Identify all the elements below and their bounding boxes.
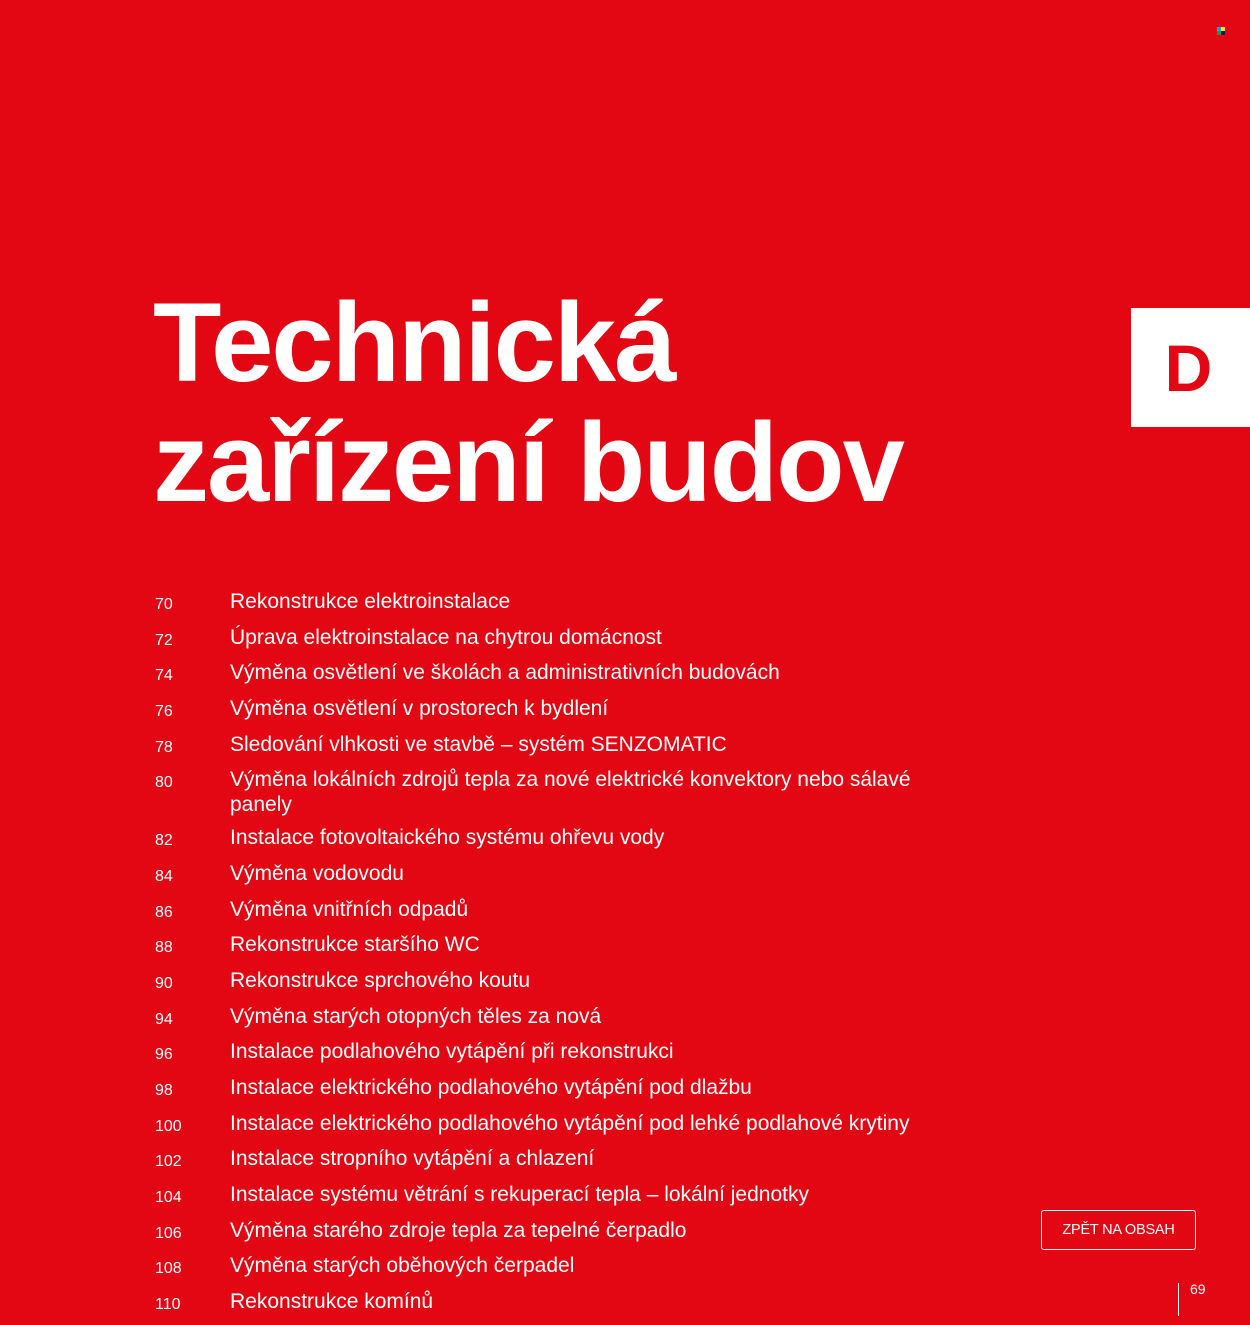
toc-item[interactable] (155, 968, 955, 996)
toc-page-number: 80 (155, 774, 173, 792)
toc-page-number: 72 (155, 631, 173, 649)
page-title-line-2: zařízení budov (153, 400, 903, 525)
toc-page-number: 108 (155, 1260, 182, 1278)
toc-item-title: Výměna starého zdroje tepla za tepelné čerpadlo (230, 1218, 687, 1242)
toc-page-number: 94 (155, 1010, 173, 1028)
toc-page-number: 98 (155, 1081, 173, 1099)
back-to-contents-button[interactable]: ZPĚT NA OBSAH (1041, 1210, 1196, 1250)
toc-item-title: Rekonstrukce komínů (230, 1290, 434, 1314)
toc-item-title: Výměna osvětlení v prostorech k bydlení (230, 697, 609, 721)
toc-item-title: Instalace elektrického podlahového vytápění pod dlažbu (230, 1075, 752, 1099)
toc-item-title: Sledování vlhkosti ve stavbě – systém SENZOMATIC (230, 732, 727, 756)
toc-page-number: 106 (155, 1224, 182, 1242)
toc-item-title: Výměna vnitřních odpadů (230, 897, 469, 921)
toc-item[interactable] (155, 1004, 955, 1032)
toc-item[interactable] (155, 625, 955, 653)
toc-page-number: 88 (155, 939, 173, 957)
toc-item[interactable] (155, 1075, 955, 1103)
toc-item[interactable] (155, 767, 955, 817)
toc-item-title: Instalace systému větrání s rekuperací tepla – lokální jednotky (230, 1183, 809, 1206)
toc-page-number: 96 (155, 1046, 173, 1064)
toc-page-number: 104 (155, 1189, 182, 1206)
toc-item[interactable] (155, 696, 955, 724)
page-title-line-1: Technická (153, 280, 675, 405)
toc-item[interactable] (155, 1289, 955, 1317)
toc-page-number: 74 (155, 667, 173, 685)
toc-item[interactable] (155, 589, 955, 617)
toc-page-number: 70 (155, 596, 173, 613)
toc-item[interactable] (155, 660, 955, 688)
toc-item[interactable] (155, 1218, 955, 1246)
toc-item-title: Úprava elektroinstalace na chytrou domácnost (230, 625, 662, 649)
toc-item-title: Rekonstrukce sprchového koutu (230, 968, 530, 992)
toc-page-number: 82 (155, 832, 173, 850)
toc-page-number: 76 (155, 703, 173, 721)
toc-item-title: Rekonstrukce elektroinstalace (230, 590, 511, 613)
color-registration-mark (1217, 27, 1225, 35)
toc-item[interactable] (155, 897, 955, 925)
toc-item[interactable] (155, 1182, 955, 1210)
toc-item[interactable] (155, 732, 955, 760)
toc-page-number: 90 (155, 974, 173, 992)
toc-page-number: 102 (155, 1153, 182, 1171)
toc-item-title: Výměna osvětlení ve školách a administrativních budovách (230, 661, 780, 685)
section-tab (1131, 308, 1250, 427)
toc-item[interactable] (155, 825, 955, 853)
toc-item[interactable] (155, 932, 955, 960)
toc-item-title: Instalace elektrického podlahového vytápění pod lehké podlahové krytiny (230, 1111, 910, 1135)
toc-page-number: 78 (155, 738, 173, 756)
toc-item[interactable] (155, 1253, 955, 1281)
toc-item[interactable] (155, 1039, 955, 1067)
toc-item-title: Výměna starých oběhových čerpadel (230, 1254, 575, 1278)
toc-item[interactable] (155, 1111, 955, 1139)
toc-page-number: 110 (155, 1296, 181, 1314)
toc-item-title: Rekonstrukce staršího WC (230, 933, 480, 957)
toc-item-title: Instalace fotovoltaického systému ohřevu vody (230, 826, 665, 850)
section-letter: D (1164, 330, 1213, 405)
toc-item-title: Výměna starých otopných těles za nová (230, 1004, 602, 1028)
table-of-contents (155, 589, 955, 1325)
toc-item[interactable] (155, 1146, 955, 1174)
toc-item[interactable] (155, 861, 955, 889)
toc-page-number: 86 (155, 903, 173, 921)
toc-item-title: Výměna lokálních zdrojů tepla za nové elektrické konvektory nebo sálavé panely (230, 768, 911, 817)
toc-page-number: 100 (155, 1117, 182, 1135)
toc-item-title: Instalace stropního vytápění a chlazení (230, 1147, 595, 1171)
page-number: 69 (1190, 1281, 1206, 1297)
toc-item-title: Výměna vodovodu (230, 861, 404, 885)
page-title (153, 280, 903, 525)
footer-divider (1178, 1283, 1179, 1316)
toc-page-number: 84 (155, 867, 173, 885)
toc-item-title: Instalace podlahového vytápění při rekonstrukci (230, 1040, 674, 1064)
